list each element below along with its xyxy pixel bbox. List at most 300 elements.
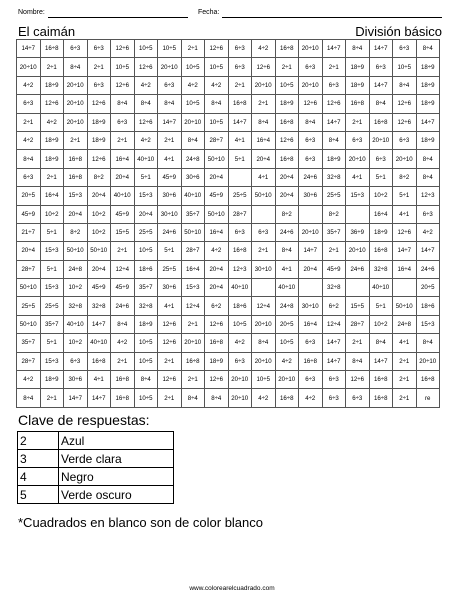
grid-row	[17, 260, 440, 278]
grid-cell: 8÷4	[181, 131, 205, 149]
grid-cell: 2÷1	[158, 389, 182, 408]
grid-cell: 14÷7	[158, 113, 182, 131]
grid-cell: 20÷10	[252, 76, 276, 94]
grid-cell: 8÷4	[111, 315, 135, 333]
grid-cell: 2÷1	[40, 389, 64, 408]
grid-cell: 12÷6	[205, 40, 229, 58]
grid-cell: 20÷10	[299, 40, 323, 58]
grid-cell: 20÷10	[228, 389, 252, 408]
answer-key-row	[18, 432, 174, 450]
grid-cell: 4÷1	[158, 297, 182, 315]
grid-cell: 2÷1	[40, 58, 64, 76]
grid-cell: 28÷7	[17, 260, 41, 278]
grid-cell: 4÷2	[40, 113, 64, 131]
grid-row	[17, 40, 440, 58]
grid-cell	[346, 279, 370, 297]
grid-cell: 16÷8	[40, 40, 64, 58]
grid-cell: 30÷6	[158, 187, 182, 205]
grid-cell: 4÷2	[17, 76, 41, 94]
grid-cell: 6÷3	[17, 95, 41, 113]
grid-cell: 20÷10	[64, 76, 88, 94]
grid-cell: 45÷9	[111, 279, 135, 297]
grid-cell: 16÷8	[369, 113, 393, 131]
grid-cell: 40÷10	[87, 334, 111, 352]
grid-cell: 32÷8	[369, 260, 393, 278]
grid-cell: 18÷9	[416, 131, 440, 149]
date-label: Fecha:	[198, 9, 220, 16]
grid-cell: 50÷10	[17, 315, 41, 333]
grid-cell: 20÷10	[346, 150, 370, 168]
grid-row	[17, 315, 440, 333]
grid-cell: 6÷3	[111, 113, 135, 131]
grid-cell: 8÷4	[17, 389, 41, 408]
blank-squares-note: *Cuadrados en blanco son de color blanco	[18, 515, 264, 530]
grid-cell: 12÷4	[252, 297, 276, 315]
grid-cell: 4÷1	[228, 131, 252, 149]
grid-cell: 10÷5	[111, 58, 135, 76]
grid-cell: 5÷1	[369, 168, 393, 186]
grid-cell: 32÷8	[134, 297, 158, 315]
grid-cell: 4÷1	[346, 168, 370, 186]
grid-cell: 18÷6	[228, 297, 252, 315]
answer-color: Verde clara	[59, 450, 174, 468]
grid-cell: 32÷8	[87, 297, 111, 315]
grid-cell: 16÷4	[111, 150, 135, 168]
grid-cell: 10÷5	[205, 113, 229, 131]
grid-cell: 10÷5	[275, 334, 299, 352]
grid-cell: 4÷1	[393, 205, 417, 223]
grid-cell: 12÷6	[158, 371, 182, 389]
grid-cell: 6÷3	[299, 150, 323, 168]
grid-cell: 18÷9	[322, 150, 346, 168]
grid-row	[17, 150, 440, 168]
grid-cell	[299, 279, 323, 297]
grid-cell: 10÷2	[87, 223, 111, 241]
grid-cell: 25÷5	[158, 260, 182, 278]
grid-cell: 2÷1	[393, 389, 417, 408]
grid-cell: 50÷10	[393, 297, 417, 315]
grid-cell: 16÷8	[346, 95, 370, 113]
grid-cell: 18÷9	[346, 58, 370, 76]
grid-cell: 40÷10	[64, 315, 88, 333]
grid-cell: 18÷9	[40, 150, 64, 168]
grid-cell: 12÷6	[275, 131, 299, 149]
grid-cell	[299, 205, 323, 223]
grid-cell: 6÷2	[322, 297, 346, 315]
grid-row	[17, 352, 440, 370]
grid-cell: 4÷1	[252, 168, 276, 186]
grid-row	[17, 297, 440, 315]
grid-cell: 8÷4	[17, 150, 41, 168]
grid-cell: 20÷4	[87, 187, 111, 205]
grid-cell: 16÷4	[205, 223, 229, 241]
grid-cell: 12÷6	[393, 95, 417, 113]
grid-cell: 24÷6	[346, 260, 370, 278]
grid-cell: 6÷3	[369, 58, 393, 76]
grid-cell: 14÷7	[393, 242, 417, 260]
grid-row	[17, 279, 440, 297]
grid-cell: 4÷2	[275, 352, 299, 370]
grid-cell: 10÷5	[181, 58, 205, 76]
grid-cell: 6÷3	[322, 389, 346, 408]
grid-cell: 16÷8	[64, 150, 88, 168]
grid-cell: 6÷3	[87, 40, 111, 58]
grid-cell: 16÷8	[228, 242, 252, 260]
grid-cell: 12÷6	[393, 223, 417, 241]
grid-row	[17, 168, 440, 186]
grid-cell: 6÷3	[393, 40, 417, 58]
grid-cell: re	[416, 389, 440, 408]
grid-cell	[346, 205, 370, 223]
grid-cell: 8÷2	[322, 205, 346, 223]
grid-cell	[228, 168, 252, 186]
grid-cell: 18÷9	[87, 113, 111, 131]
worksheet-subtitle: División básico	[355, 24, 442, 39]
grid-row	[17, 205, 440, 223]
grid-cell: 8÷2	[275, 205, 299, 223]
grid-cell: 20÷4	[111, 168, 135, 186]
grid-cell: 20÷4	[17, 242, 41, 260]
grid-cell: 8÷4	[134, 95, 158, 113]
grid-cell: 14÷7	[416, 242, 440, 260]
grid-cell: 20÷4	[64, 205, 88, 223]
grid-cell: 14÷7	[369, 352, 393, 370]
grid-cell: 14÷7	[322, 113, 346, 131]
grid-cell: 6÷3	[393, 131, 417, 149]
grid-cell: 4÷2	[134, 131, 158, 149]
grid-cell: 2÷1	[322, 242, 346, 260]
grid-cell: 2÷1	[275, 58, 299, 76]
grid-cell: 30÷6	[299, 187, 323, 205]
answer-color: Negro	[59, 468, 174, 486]
grid-cell: 8÷4	[205, 389, 229, 408]
grid-cell: 6÷3	[252, 223, 276, 241]
grid-cell: 45÷9	[205, 187, 229, 205]
grid-cell: 16÷8	[275, 113, 299, 131]
grid-cell: 16÷4	[40, 187, 64, 205]
grid-cell: 4÷2	[228, 334, 252, 352]
grid-cell: 8÷4	[134, 371, 158, 389]
grid-cell: 4÷2	[17, 131, 41, 149]
grid-cell: 6÷3	[346, 131, 370, 149]
grid-cell: 28÷7	[346, 315, 370, 333]
grid-cell: 50÷10	[205, 150, 229, 168]
grid-cell: 10÷5	[134, 352, 158, 370]
grid-cell: 4÷2	[181, 76, 205, 94]
grid-cell: 8÷4	[369, 334, 393, 352]
grid-cell: 12÷6	[134, 58, 158, 76]
grid-cell: 6÷2	[205, 297, 229, 315]
grid-cell: 2÷1	[346, 334, 370, 352]
grid-cell: 35÷7	[181, 205, 205, 223]
grid-cell: 8÷4	[416, 334, 440, 352]
grid-cell: 12÷6	[87, 150, 111, 168]
grid-cell: 2÷1	[346, 113, 370, 131]
grid-cell: 14÷7	[17, 40, 41, 58]
grid-cell: 35÷7	[322, 223, 346, 241]
grid-cell: 6÷3	[17, 168, 41, 186]
grid-cell: 14÷7	[228, 113, 252, 131]
grid-cell: 15÷3	[40, 352, 64, 370]
grid-cell: 8÷4	[181, 389, 205, 408]
grid-cell: 16÷8	[275, 150, 299, 168]
grid-cell: 8÷2	[393, 168, 417, 186]
grid-cell: 2÷1	[393, 352, 417, 370]
grid-cell: 20÷5	[275, 315, 299, 333]
grid-cell: 16÷8	[299, 352, 323, 370]
grid-cell: 20÷5	[17, 187, 41, 205]
grid-cell: 20÷10	[299, 76, 323, 94]
grid-cell: 18÷9	[40, 131, 64, 149]
grid-cell: 20÷10	[64, 95, 88, 113]
answer-number: 2	[18, 432, 59, 450]
grid-cell: 12÷6	[158, 334, 182, 352]
grid-cell: 14÷7	[64, 389, 88, 408]
grid-cell: 10÷5	[393, 58, 417, 76]
grid-cell: 2÷1	[181, 40, 205, 58]
grid-cell: 5÷1	[134, 168, 158, 186]
grid-cell: 4÷2	[205, 76, 229, 94]
grid-cell: 14÷7	[322, 40, 346, 58]
grid-cell: 40÷10	[369, 279, 393, 297]
grid-cell: 4÷2	[205, 242, 229, 260]
grid-cell: 15÷3	[134, 187, 158, 205]
grid-cell: 8÷4	[369, 95, 393, 113]
grid-row	[17, 389, 440, 408]
grid-cell: 50÷10	[252, 187, 276, 205]
grid-cell: 15÷3	[64, 187, 88, 205]
grid-cell: 18÷9	[205, 352, 229, 370]
grid-cell: 2÷1	[393, 371, 417, 389]
grid-cell: 25÷5	[322, 187, 346, 205]
grid-cell: 15÷3	[40, 279, 64, 297]
grid-cell: 4÷1	[275, 260, 299, 278]
grid-cell: 6÷3	[87, 76, 111, 94]
grid-cell: 6÷3	[299, 371, 323, 389]
grid-cell: 4÷2	[134, 76, 158, 94]
grid-cell: 15÷3	[346, 187, 370, 205]
grid-cell	[252, 279, 276, 297]
grid-cell: 4÷2	[416, 223, 440, 241]
grid-cell: 8÷4	[158, 95, 182, 113]
grid-cell: 8÷4	[416, 168, 440, 186]
grid-cell: 4÷1	[87, 371, 111, 389]
grid-cell: 40÷10	[181, 187, 205, 205]
grid-cell: 25÷5	[40, 297, 64, 315]
grid-cell: 10÷5	[134, 334, 158, 352]
answer-key-title: Clave de respuestas:	[18, 412, 150, 428]
answer-number: 4	[18, 468, 59, 486]
grid-row	[17, 223, 440, 241]
grid-cell: 24÷6	[275, 223, 299, 241]
grid-cell: 14÷7	[322, 334, 346, 352]
grid-cell: 24÷8	[393, 315, 417, 333]
grid-cell: 20÷4	[205, 168, 229, 186]
grid-cell: 10÷5	[252, 371, 276, 389]
grid-cell: 12÷6	[346, 371, 370, 389]
grid-cell: 12÷3	[228, 260, 252, 278]
grid-cell: 45÷9	[158, 168, 182, 186]
grid-cell: 8÷4	[346, 40, 370, 58]
grid-cell: 35÷7	[134, 279, 158, 297]
grid-cell: 40÷10	[111, 187, 135, 205]
grid-cell: 6÷3	[369, 150, 393, 168]
answer-number: 3	[18, 450, 59, 468]
grid-cell: 10÷2	[64, 279, 88, 297]
grid-cell: 10÷2	[64, 334, 88, 352]
grid-cell: 8÷4	[275, 242, 299, 260]
grid-cell	[393, 279, 417, 297]
grid-cell: 6÷3	[64, 352, 88, 370]
grid-cell: 10÷5	[134, 242, 158, 260]
grid-cell: 40÷10	[275, 279, 299, 297]
grid-cell: 16÷8	[275, 389, 299, 408]
grid-cell: 20÷4	[205, 279, 229, 297]
grid-cell: 18÷9	[346, 76, 370, 94]
grid-cell: 20÷10	[393, 150, 417, 168]
grid-cell: 8÷4	[322, 131, 346, 149]
grid-cell: 12÷6	[87, 95, 111, 113]
answer-key-row	[18, 468, 174, 486]
grid-cell: 25÷5	[17, 297, 41, 315]
grid-cell: 4÷2	[111, 334, 135, 352]
grid-cell: 12÷6	[111, 76, 135, 94]
grid-cell: 10÷5	[181, 95, 205, 113]
grid-cell: 15÷5	[111, 223, 135, 241]
grid-cell: 4÷2	[17, 371, 41, 389]
grid-cell: 14÷7	[322, 352, 346, 370]
grid-cell: 50÷10	[64, 242, 88, 260]
grid-cell: 28÷7	[205, 131, 229, 149]
grid-cell: 18÷9	[134, 315, 158, 333]
grid-cell: 35÷7	[17, 334, 41, 352]
grid-cell: 20÷10	[369, 131, 393, 149]
grid-cell: 16÷8	[111, 389, 135, 408]
grid-cell: 2÷1	[111, 352, 135, 370]
grid-cell: 2÷1	[158, 131, 182, 149]
grid-cell: 28÷7	[181, 242, 205, 260]
grid-cell: 32÷8	[64, 297, 88, 315]
grid-cell: 12÷6	[40, 95, 64, 113]
grid-cell: 45÷9	[17, 205, 41, 223]
grid-cell: 2÷1	[87, 58, 111, 76]
grid-cell: 30÷10	[158, 205, 182, 223]
answer-key-table	[17, 431, 174, 504]
grid-cell: 28÷7	[17, 352, 41, 370]
grid-cell: 14÷7	[87, 315, 111, 333]
grid-cell: 4÷1	[393, 334, 417, 352]
grid-cell: 12÷6	[322, 95, 346, 113]
grid-cell: 14÷7	[369, 40, 393, 58]
grid-cell: 6÷3	[228, 352, 252, 370]
grid-cell: 4÷1	[158, 150, 182, 168]
grid-cell: 12÷6	[134, 113, 158, 131]
grid-cell: 8÷2	[64, 223, 88, 241]
grid-cell: 16÷4	[369, 205, 393, 223]
grid-cell: 10÷5	[134, 389, 158, 408]
grid-cell: 16÷4	[181, 260, 205, 278]
grid-cell: 16÷8	[87, 352, 111, 370]
grid-cell: 10÷2	[87, 205, 111, 223]
grid-cell: 12÷6	[205, 315, 229, 333]
footer-website: www.colorearelcuadrado.com	[189, 585, 275, 592]
grid-row	[17, 242, 440, 260]
grid-cell: 12÷4	[322, 315, 346, 333]
grid-cell: 20÷4	[275, 168, 299, 186]
grid-cell: 50÷10	[87, 242, 111, 260]
name-label: Nombre:	[18, 9, 45, 16]
grid-cell: 20÷4	[87, 260, 111, 278]
grid-cell: 45÷9	[322, 260, 346, 278]
grid-cell: 8÷4	[346, 352, 370, 370]
grid-cell: 24÷8	[275, 297, 299, 315]
grid-cell: 15÷3	[416, 315, 440, 333]
grid-cell: 14÷7	[299, 242, 323, 260]
grid-cell: 20÷4	[205, 260, 229, 278]
grid-row	[17, 95, 440, 113]
grid-cell: 35÷7	[40, 315, 64, 333]
grid-cell: 20÷10	[17, 58, 41, 76]
grid-row	[17, 371, 440, 389]
grid-cell: 16÷8	[369, 242, 393, 260]
grid-cell: 30÷10	[252, 260, 276, 278]
answer-key-row	[18, 486, 174, 504]
grid-cell: 36÷9	[346, 223, 370, 241]
grid-cell: 30÷6	[181, 168, 205, 186]
grid-cell: 50÷10	[181, 223, 205, 241]
grid-cell: 5÷1	[40, 223, 64, 241]
grid-cell: 6÷3	[64, 40, 88, 58]
grid-cell: 12÷6	[393, 113, 417, 131]
grid-cell: 4÷2	[252, 40, 276, 58]
grid-cell: 5÷1	[40, 334, 64, 352]
grid-cell: 16÷8	[205, 334, 229, 352]
grid-cell: 4÷2	[252, 389, 276, 408]
grid-row	[17, 187, 440, 205]
grid-cell: 16÷8	[369, 389, 393, 408]
answer-color: Verde oscuro	[59, 486, 174, 504]
grid-cell: 6÷3	[322, 76, 346, 94]
grid-cell: 12÷3	[416, 187, 440, 205]
grid-cell: 20÷10	[181, 113, 205, 131]
grid-cell: 18÷6	[416, 297, 440, 315]
grid-cell: 40÷10	[134, 150, 158, 168]
grid-cell: 10÷5	[228, 315, 252, 333]
grid-cell: 6÷3	[299, 131, 323, 149]
grid-cell: 24÷8	[181, 150, 205, 168]
grid-cell: 8÷4	[416, 150, 440, 168]
grid-cell: 14÷7	[87, 389, 111, 408]
grid-cell: 25÷5	[134, 223, 158, 241]
grid-cell: 8÷4	[111, 95, 135, 113]
grid-cell: 10÷2	[369, 315, 393, 333]
grid-cell: 16÷8	[111, 371, 135, 389]
grid-cell: 32÷8	[322, 168, 346, 186]
grid-cell: 45÷9	[111, 205, 135, 223]
grid-cell: 30÷6	[158, 279, 182, 297]
grid-cell: 10÷5	[134, 40, 158, 58]
grid-cell: 50÷10	[205, 205, 229, 223]
grid-cell: 8÷4	[205, 95, 229, 113]
grid-row	[17, 76, 440, 94]
grid-cell: 20÷4	[252, 150, 276, 168]
grid-cell: 16÷8	[228, 95, 252, 113]
grid-cell: 5÷1	[393, 187, 417, 205]
grid-cell: 10÷5	[158, 40, 182, 58]
grid-cell: 18÷9	[416, 95, 440, 113]
grid-cell: 30÷10	[299, 297, 323, 315]
answer-number: 5	[18, 486, 59, 504]
